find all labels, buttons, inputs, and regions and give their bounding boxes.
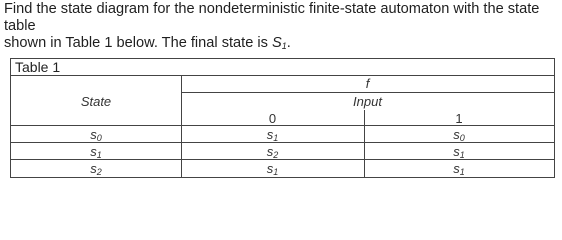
row-divider-2	[11, 159, 554, 160]
row-2-next-on-1-letter: s	[453, 161, 460, 176]
row-1-next-on-0	[181, 144, 364, 159]
row-0-next-on-1-sub: 0	[459, 133, 465, 143]
row-2-next-on-1-sub: 1	[459, 167, 465, 177]
input-1-header: 1	[455, 111, 463, 126]
row-0-next-on-0	[181, 127, 364, 142]
final-state-letter: S	[272, 35, 282, 51]
final-state-subscript: 1	[281, 41, 287, 51]
function-divider	[181, 92, 554, 93]
row-1-next-on-1-letter: s	[453, 144, 460, 159]
problem-statement	[4, 1, 560, 52]
row-1-next-on-1	[364, 144, 554, 159]
final-state-symbol	[272, 35, 287, 51]
row-0-next-on-1	[364, 127, 554, 142]
state-table	[10, 58, 555, 178]
row-0-state-sub: 0	[96, 133, 102, 143]
row-2-state-letter: s	[90, 161, 97, 176]
row-2-next-on-0	[181, 161, 364, 176]
row-2-state	[11, 161, 181, 176]
problem-line-2-end: .	[286, 35, 291, 51]
row-1-next-on-0-sub: 2	[273, 150, 279, 160]
input-0-header: 0	[268, 111, 277, 126]
function-label: f	[365, 76, 370, 91]
problem-line-2	[4, 35, 560, 52]
row-1-next-on-1-sub: 1	[459, 150, 465, 160]
row-2-next-on-0-letter: s	[266, 161, 274, 176]
row-0-next-on-0-letter: s	[266, 127, 274, 142]
row-1-state-letter: s	[90, 144, 97, 159]
row-divider-1	[11, 142, 554, 143]
row-2-state-sub: 2	[96, 167, 102, 177]
row-2-next-on-0-sub: 1	[273, 167, 279, 177]
row-0-state-letter: s	[90, 127, 97, 142]
problem-line-1: Find the state diagram for the nondeterministic finite-state automaton with the state table	[4, 1, 540, 34]
input-header: Input	[353, 94, 382, 109]
state-header: State	[80, 94, 112, 109]
row-2-next-on-1	[364, 161, 554, 176]
row-1-state	[11, 144, 181, 159]
row-1-state-sub: 1	[96, 150, 102, 160]
row-0-state	[11, 127, 181, 142]
row-0-next-on-0-sub: 1	[273, 133, 279, 143]
table-caption: Table 1	[15, 59, 61, 75]
row-1-next-on-0-letter: s	[266, 144, 274, 159]
problem-line-2-text: shown in Table 1 below. The final state is	[4, 35, 272, 51]
row-0-next-on-1-letter: s	[453, 127, 460, 142]
